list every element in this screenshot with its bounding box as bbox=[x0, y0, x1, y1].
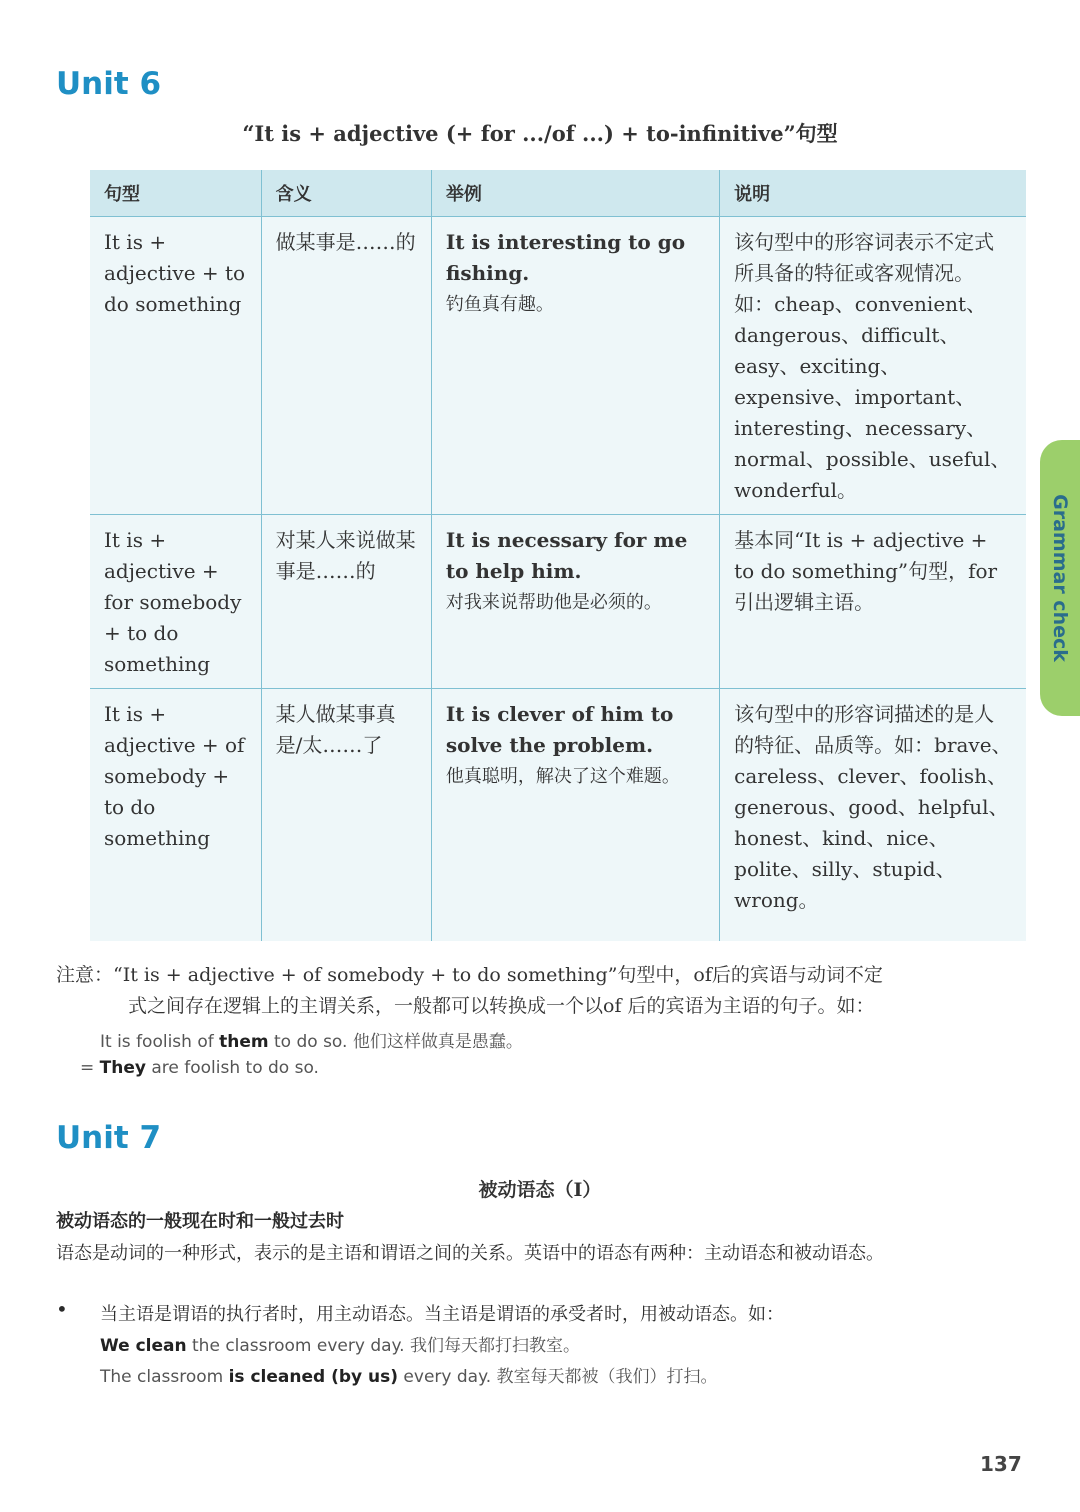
meaning-cell: 对某人来说做某事是……的 bbox=[261, 515, 431, 689]
bullet-icon: • bbox=[56, 1297, 68, 1321]
unit7-example-2-part-c: every day. 教室每天都被（我们）打扫。 bbox=[398, 1367, 718, 1387]
note-example-1-bold: them bbox=[219, 1032, 269, 1052]
unit7-example-2 bbox=[100, 1362, 718, 1387]
example-english: It is clever of him to solve the problem. bbox=[445, 702, 674, 757]
note-line1: “It is + adjective + of somebody + to do something”句型中，of后的宾语与动词不定 bbox=[113, 964, 883, 986]
unit7-example-1-bold: We clean bbox=[100, 1336, 187, 1356]
example-cell bbox=[431, 217, 719, 515]
unit7-subtitle: 被动语态（I） bbox=[478, 1179, 602, 1201]
unit7-example-2-part-a: The classroom bbox=[100, 1367, 229, 1387]
unit7-bullet: 当主语是谓语的执行者时，用主动语态。当主语是谓语的承受者时，用被动语态。如： bbox=[100, 1304, 784, 1325]
pattern-cell: It is + adjective + to do something bbox=[90, 217, 261, 515]
note-cell: 该句型中的形容词描述的是人的特征、品质等。如：brave、careless、clever、foolish、generous、good、helpful、honest、kind、nice、polite、silly、stupid、wrong。 bbox=[734, 702, 1012, 912]
example-chinese: 他真聪明，解决了这个难题。 bbox=[445, 766, 680, 787]
example-cell bbox=[431, 515, 719, 689]
example-cell bbox=[431, 689, 719, 942]
unit7-example-2-bold: is cleaned (by us) bbox=[228, 1367, 399, 1387]
table-row bbox=[90, 515, 1026, 689]
note-label: 注意： bbox=[56, 964, 114, 986]
unit7-example-1 bbox=[100, 1331, 580, 1356]
header-example: 举例 bbox=[431, 170, 719, 217]
page-number: 137 bbox=[980, 1452, 1022, 1476]
header-pattern: 句型 bbox=[90, 170, 261, 217]
note-cell: 基本同“It is + adjective + to do something”句型，for 引出逻辑主语。 bbox=[720, 515, 1026, 689]
header-note: 说明 bbox=[720, 170, 1026, 217]
side-tab-label: Grammar check bbox=[1049, 494, 1071, 662]
note-example-2-bold: They bbox=[99, 1058, 146, 1078]
example-english: It is interesting to go fishing. bbox=[445, 230, 686, 285]
unit6-subtitle: “It is + adjective (+ for .../of ...) + to-infinitive”句型 bbox=[242, 121, 838, 146]
note-line2: 式之间存在逻辑上的主谓关系，一般都可以转换成一个以of 后的宾语为主语的句子。如： bbox=[128, 995, 875, 1017]
table-header-row bbox=[90, 170, 1026, 217]
note-cell: 该句型中的形容词表示不定式所具备的特征或客观情况。如：cheap、convenient、dangerous、difficult、easy、exciting、expensive、important、interesting、necessary、normal、possible、useful、wonderful。 bbox=[720, 217, 1026, 515]
note-example-2-part-a: = bbox=[80, 1058, 100, 1078]
meaning-cell: 做某事是……的 bbox=[261, 217, 431, 515]
grammar-table bbox=[90, 170, 1026, 941]
pattern-cell: It is + adjective + of somebody + to do something bbox=[90, 689, 261, 942]
table-row bbox=[90, 217, 1026, 515]
table-row bbox=[90, 689, 1026, 942]
example-chinese: 对我来说帮助他是必须的。 bbox=[445, 592, 662, 613]
header-meaning: 含义 bbox=[261, 170, 431, 217]
note-example-1 bbox=[100, 1027, 523, 1052]
note-example-2 bbox=[80, 1058, 319, 1078]
note-example-1-part-c: to do so. 他们这样做真是愚蠢。 bbox=[268, 1032, 523, 1052]
pattern-cell: It is + adjective + for somebody + to do something bbox=[90, 515, 261, 689]
unit6-title: Unit 6 bbox=[56, 66, 162, 102]
example-english: It is necessary for me to help him. bbox=[445, 528, 688, 583]
unit6-note bbox=[56, 960, 1026, 1022]
note-example-1-part-a: It is foolish of bbox=[100, 1032, 220, 1052]
meaning-cell: 某人做某事真是/太……了 bbox=[261, 689, 431, 942]
unit7-heading: 被动语态的一般现在时和一般过去时 bbox=[56, 1211, 344, 1232]
note-example-2-part-c: are foolish to do so. bbox=[145, 1058, 319, 1078]
unit7-example-1-rest: the classroom every day. 我们每天都打扫教室。 bbox=[186, 1336, 580, 1356]
example-chinese: 钓鱼真有趣。 bbox=[445, 294, 554, 315]
unit7-paragraph: 语态是动词的一种形式，表示的是主语和谓语之间的关系。英语中的语态有两种：主动语态和被动语态。 bbox=[56, 1243, 884, 1264]
unit7-title: Unit 7 bbox=[56, 1120, 162, 1156]
grammar-check-tab[interactable] bbox=[1040, 440, 1080, 716]
